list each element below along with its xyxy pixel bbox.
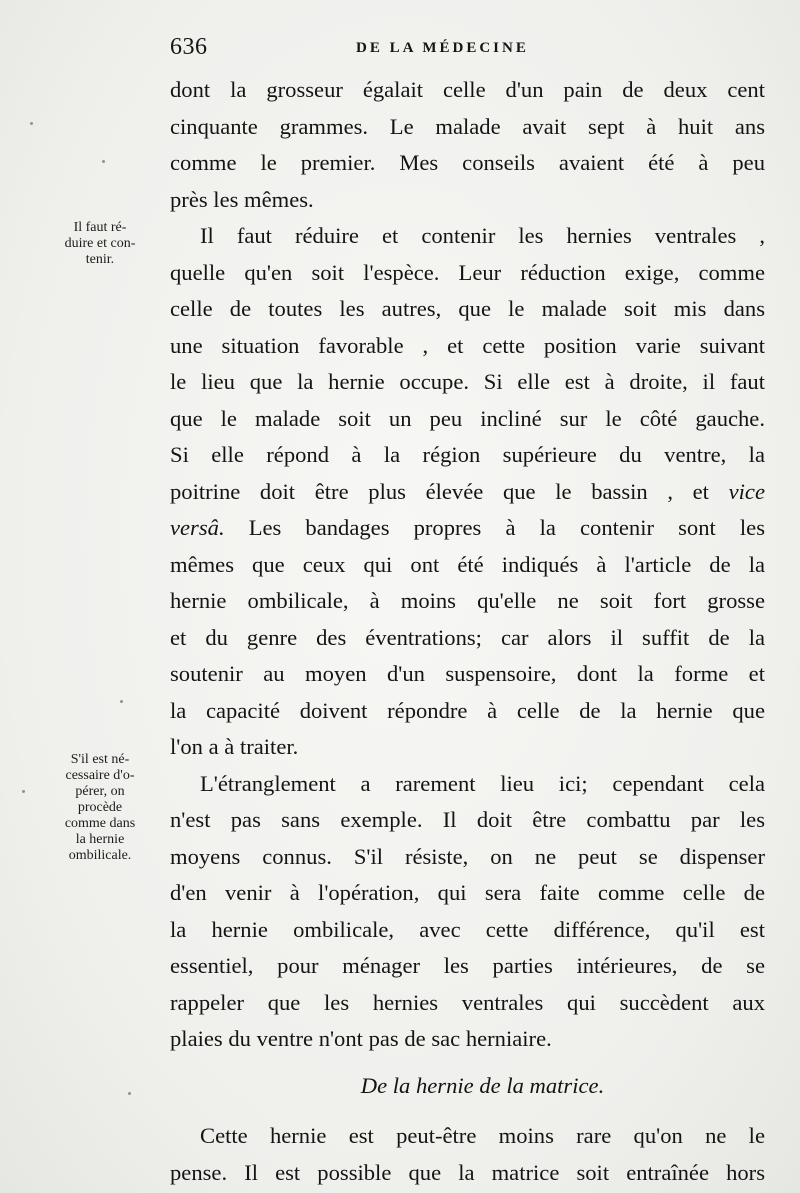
text-line: rappeler que les hernies ventrales qui succèdent aux (170, 989, 765, 1015)
page-header (170, 34, 760, 64)
paper-speck (30, 122, 33, 125)
margin-note-reduce (44, 220, 156, 268)
margin-note-operate (44, 752, 156, 864)
paper-speck (22, 790, 25, 793)
margin-note-line: pérer, on (75, 784, 125, 799)
margin-note-line: cessaire d'o- (65, 768, 135, 783)
margin-note-line: Il faut ré- (73, 220, 127, 235)
margin-note-line: comme dans (64, 816, 136, 831)
text-line: d'en venir à l'opération, qui sera faite comme celle de (170, 880, 765, 905)
margin-note-line: procède (77, 800, 123, 815)
text-line: plaies du ventre n'ont pas de sac herniaire. (170, 1026, 552, 1051)
margin-note-line: la hernie (75, 832, 125, 847)
margin-note-line: tenir. (85, 252, 115, 267)
text-line: comme le premier. Mes conseils avaient été à peu (170, 150, 765, 175)
text-line: Il faut réduire et contenir les hernies ventrales , (200, 223, 765, 248)
margin-note-line: ombilicale. (68, 848, 132, 863)
paper-speck (120, 700, 123, 703)
text-line: près les mêmes. (170, 186, 314, 212)
text-line: soutenir au moyen d'un suspensoire, dont la forme et (170, 661, 765, 686)
margin-note-line: S'il est né- (70, 752, 130, 767)
text-line: dont la grosseur égalait celle d'un pain de deux cent (170, 77, 765, 102)
text-line: poitrine doit être plus élevée que le bassin , et vice (170, 478, 765, 504)
text-line: L'étranglement a rarement lieu ici; cependant cela (200, 770, 765, 796)
text-line: la hernie ombilicale, avec cette différence, qu'il est (170, 916, 765, 942)
section-title: De la hernie de la matrice. (360, 1072, 605, 1098)
text-line: une situation favorable , et cette position varie suivant (170, 332, 765, 358)
text-line: celle de toutes les autres, que le malade soit mis dans (170, 296, 765, 321)
text-line: quelle qu'en soit l'espèce. Leur réduction exige, comme (170, 259, 765, 285)
text-line: pense. Il est possible que la matrice soit entraînée hors (170, 1159, 765, 1185)
text-line: que le malade soit un peu incliné sur le côté gauche. (170, 405, 765, 431)
text-line: l'on a à traiter. (170, 734, 299, 759)
text-line: moyens connus. S'il résiste, on ne peut se dispenser (170, 843, 765, 869)
paper-speck (128, 1092, 131, 1095)
text-line: mêmes que ceux qui ont été indiqués à l'article de la (170, 551, 765, 577)
running-head: DE LA MÉDECINE (356, 40, 529, 56)
text-line: le lieu que la hernie occupe. Si elle est à droite, il faut (170, 369, 765, 394)
paper-speck (102, 160, 105, 163)
text-line: la capacité doivent répondre à celle de la hernie que (170, 697, 765, 723)
text-line: Cette hernie est peut-être moins rare qu'on ne le (200, 1123, 765, 1148)
text-line: n'est pas sans exemple. Il doit être combattu par les (170, 807, 765, 832)
text-line: versâ. Les bandages propres à la contenir sont les (170, 515, 765, 540)
text-line: hernie ombilicale, à moins qu'elle ne soit fort grosse (170, 588, 765, 613)
page-number: 636 (170, 34, 208, 60)
text-line: Si elle répond à la région supérieure du ventre, la (170, 442, 765, 467)
text-line: et du genre des éventrations; car alors il suffit de la (170, 624, 765, 650)
margin-note-line: duire et con- (64, 236, 136, 251)
text-line: essentiel, pour ménager les parties intérieures, de se (170, 953, 765, 978)
body-text (170, 72, 765, 1191)
text-line: cinquante grammes. Le malade avait sept à huit ans (170, 113, 765, 139)
